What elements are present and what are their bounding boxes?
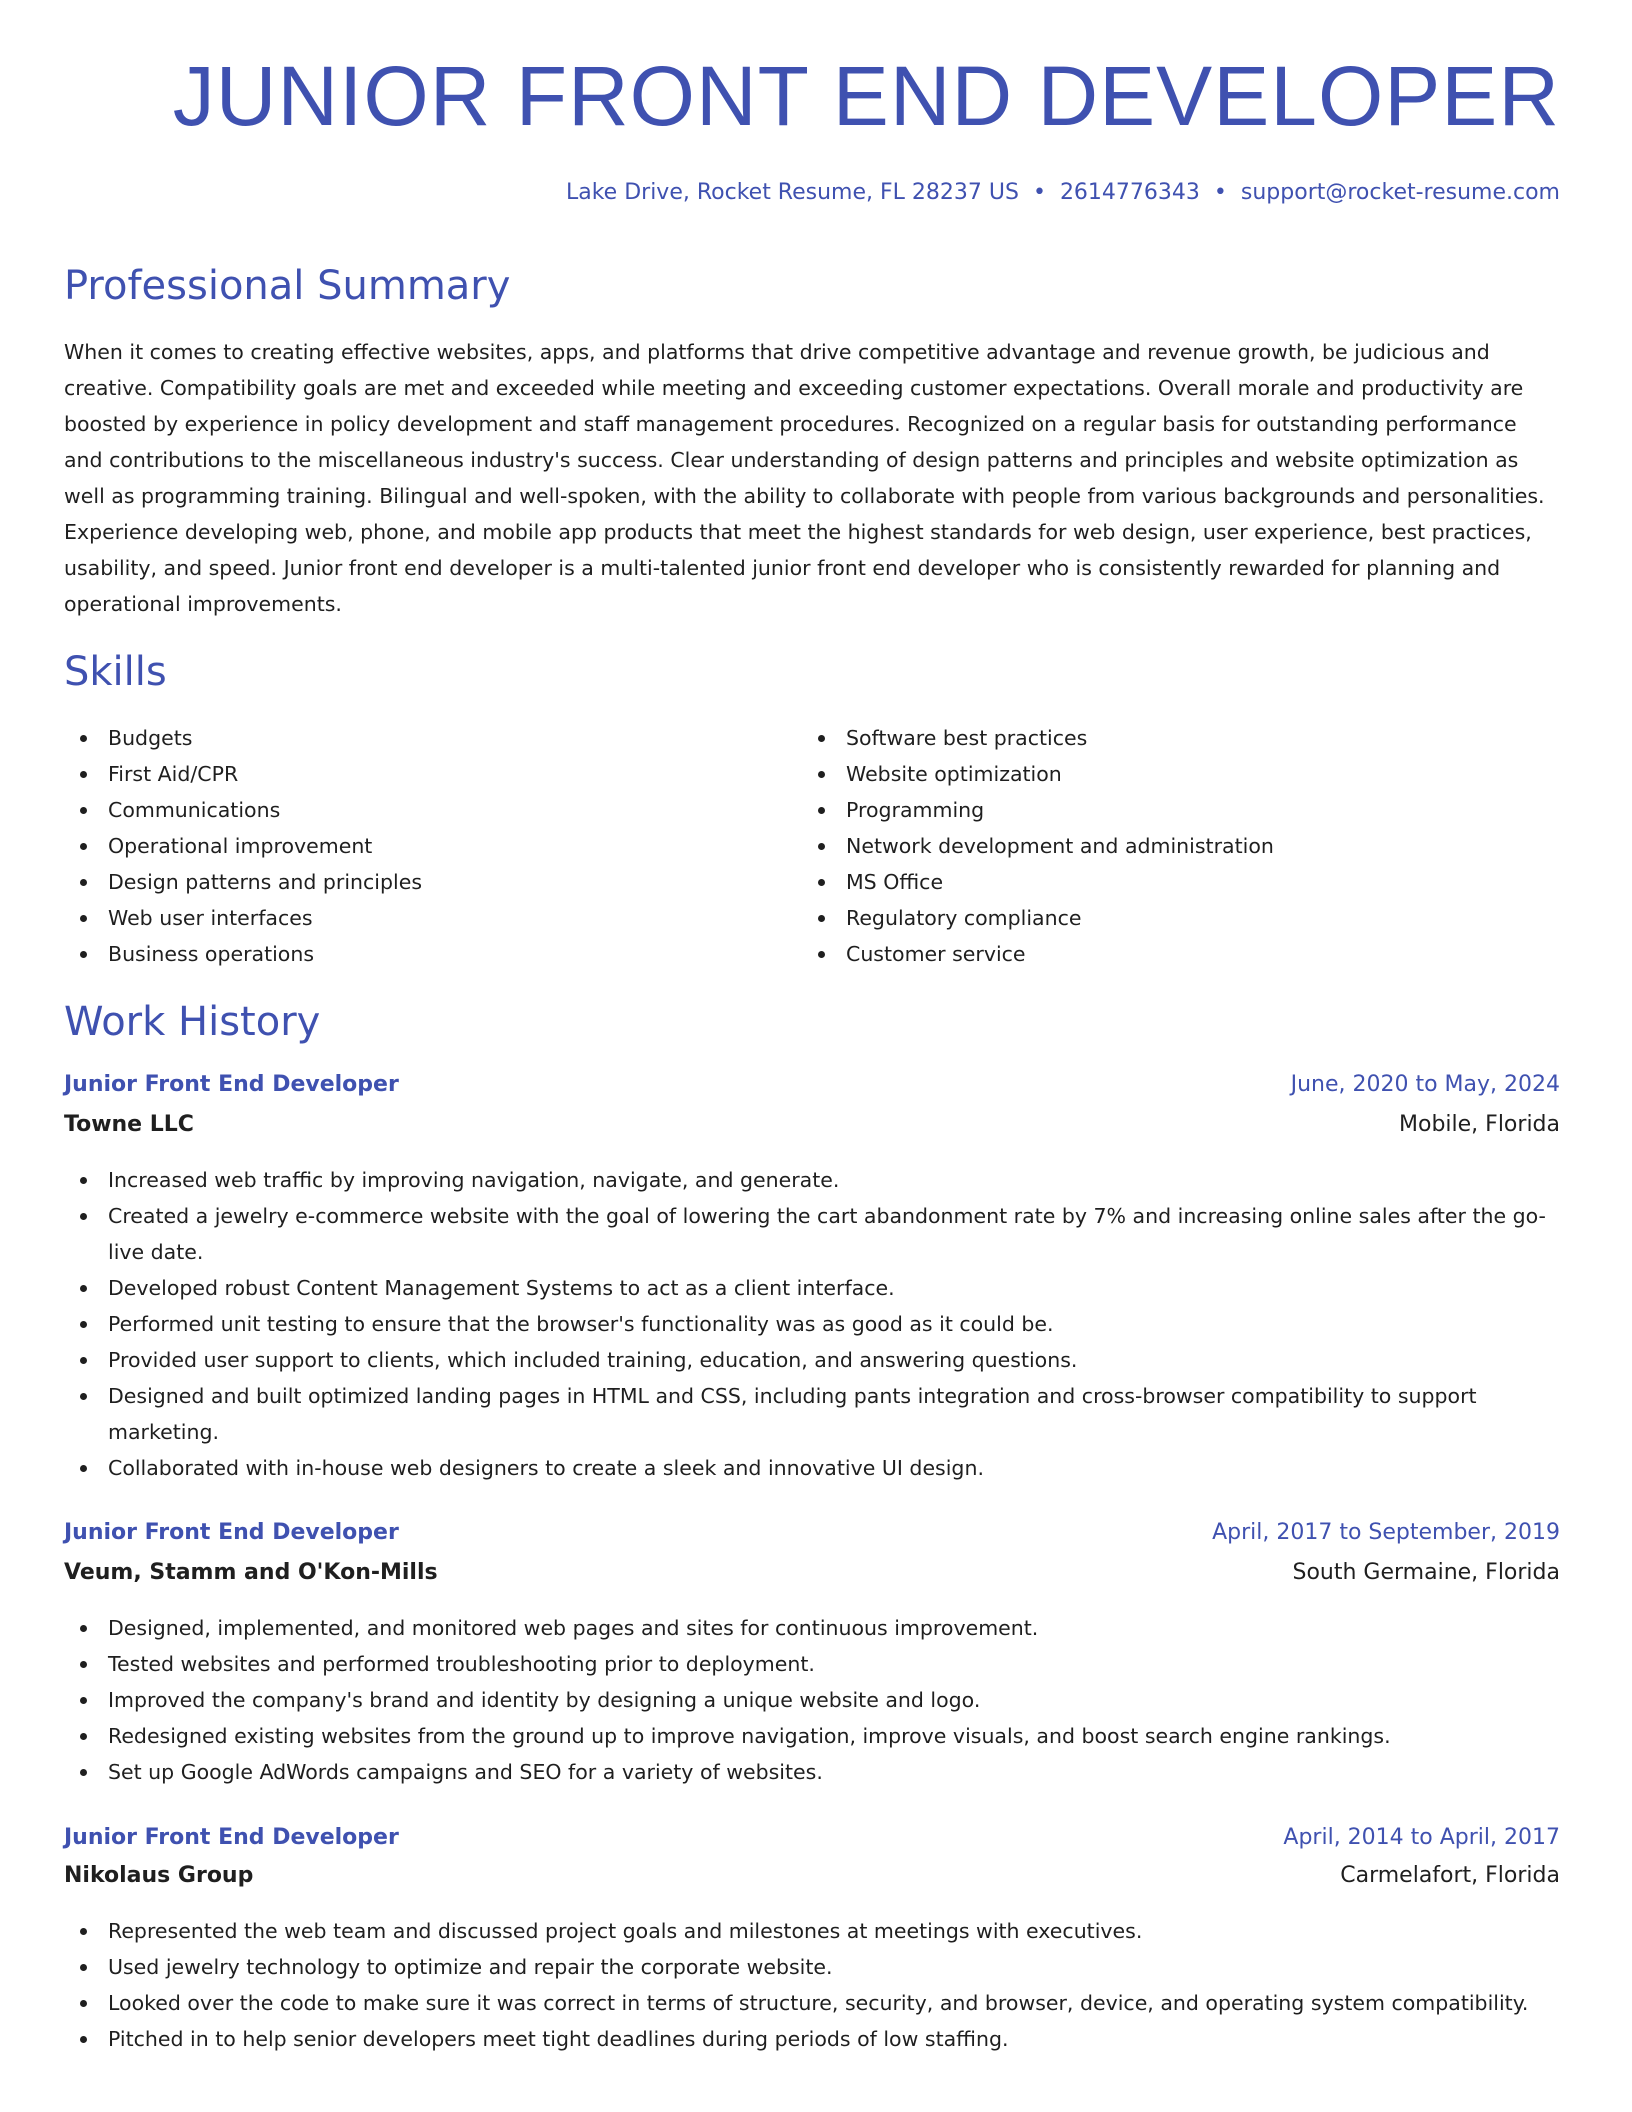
job-bullet: Provided user support to clients, which included training, education, and answering questions.	[64, 1342, 1560, 1378]
contact-line	[566, 180, 1560, 205]
job-title: Junior Front End Developer	[64, 1825, 399, 1850]
job-bullet: Developed robust Content Management Systems to act as a client interface.	[64, 1270, 1560, 1306]
skill-item: Operational improvement	[64, 828, 802, 864]
job-company: Veum, Stamm and O'Kon-Mills	[64, 1560, 438, 1585]
section-title-work-history: Work History	[64, 999, 321, 1045]
contact-separator: •	[1032, 180, 1046, 205]
job-dates: April, 2014 to April, 2017	[1283, 1825, 1560, 1850]
resume-name: JUNIOR FRONT END DEVELOPER	[172, 49, 1560, 143]
job-bullet: Collaborated with in-house web designers to create a sleek and innovative UI design.	[64, 1450, 1560, 1486]
job-subheader	[64, 1112, 1560, 1137]
job-bullet: Tested websites and performed troubleshooting prior to deployment.	[64, 1646, 1560, 1682]
skill-item: Business operations	[64, 936, 802, 972]
job-bullet: Represented the web team and discussed project goals and milestones at meetings with executives.	[64, 1913, 1560, 1949]
job-location: Carmelafort, Florida	[1340, 1863, 1560, 1888]
job-bullet: Used jewelry technology to optimize and repair the corporate website.	[64, 1949, 1560, 1985]
job-subheader	[64, 1560, 1560, 1585]
skill-item: Website optimization	[802, 756, 1540, 792]
skill-item: Programming	[802, 792, 1540, 828]
skills-column-left	[64, 720, 802, 972]
job-bullets	[64, 1610, 1560, 1790]
job-bullets	[64, 1913, 1560, 2057]
skill-item: Web user interfaces	[64, 900, 802, 936]
job-bullet: Pitched in to help senior developers meet tight deadlines during periods of low staffing.	[64, 2021, 1560, 2057]
job-subheader	[64, 1863, 1560, 1888]
summary-text: When it comes to creating effective websites, apps, and platforms that drive competitive advantage and revenue growth, be judicious and creative. Compatibility goals are met and exceeded while meeting and exceeding customer expectations. Overall morale and productivity are boosted by experience in policy development and staff management procedures. Recognized on a regular basis for outstanding performance and contributions to the miscellaneous industry's success. Clear understanding of design patterns and principles and website optimization as well as programming training. Bilingual and well-spoken, with the ability to collaborate with people from various backgrounds and personalities. Experience developing web, phone, and mobile app products that meet the highest standards for web design, user experience, best practices, usability, and speed. Junior front end developer is a multi-talented junior front end developer who is consistently rewarded for planning and operational improvements.	[64, 340, 1545, 616]
job-header	[64, 1825, 1560, 1850]
skill-item: Regulatory compliance	[802, 900, 1540, 936]
job-company: Nikolaus Group	[64, 1863, 254, 1888]
job-bullet: Designed, implemented, and monitored web pages and sites for continuous improvement.	[64, 1610, 1560, 1646]
skill-item: Software best practices	[802, 720, 1540, 756]
contact-email[interactable]: support@rocket-resume.com	[1240, 180, 1560, 205]
job-header	[64, 1072, 1560, 1097]
skill-item: Communications	[64, 792, 802, 828]
skills-column-right	[802, 720, 1540, 972]
skill-item: First Aid/CPR	[64, 756, 802, 792]
job-bullet: Looked over the code to make sure it was correct in terms of structure, security, and browser, device, and operating system compatibility.	[64, 1985, 1560, 2021]
job-header	[64, 1520, 1560, 1545]
job-location: Mobile, Florida	[1399, 1112, 1560, 1137]
job-bullet: Designed and built optimized landing pages in HTML and CSS, including pants integration and cross-browser compatibility to support marketing.	[64, 1378, 1560, 1450]
section-title-skills: Skills	[64, 649, 167, 695]
contact-separator: •	[1213, 180, 1227, 205]
skill-item: Design patterns and principles	[64, 864, 802, 900]
job-dates: June, 2020 to May, 2024	[1290, 1072, 1560, 1097]
job-title: Junior Front End Developer	[64, 1520, 399, 1545]
section-title-summary: Professional Summary	[64, 263, 511, 309]
job-bullets	[64, 1162, 1560, 1486]
job-location: South Germaine, Florida	[1292, 1560, 1560, 1585]
job-bullet: Increased web traffic by improving navigation, navigate, and generate.	[64, 1162, 1560, 1198]
job-bullet: Set up Google AdWords campaigns and SEO for a variety of websites.	[64, 1754, 1560, 1790]
contact-address: Lake Drive, Rocket Resume, FL 28237 US	[565, 180, 1019, 205]
skill-item: Network development and administration	[802, 828, 1540, 864]
job-dates: April, 2017 to September, 2019	[1212, 1520, 1560, 1545]
job-company: Towne LLC	[64, 1112, 194, 1137]
job-bullet: Created a jewelry e-commerce website with the goal of lowering the cart abandonment rate by 7% and increasing online sales after the go-live date.	[64, 1198, 1560, 1270]
skills-list	[64, 720, 1560, 972]
resume-page	[64, 0, 1560, 2112]
contact-phone: 2614776343	[1059, 180, 1200, 205]
job-bullet: Performed unit testing to ensure that the browser's functionality was as good as it could be.	[64, 1306, 1560, 1342]
job-title: Junior Front End Developer	[64, 1072, 399, 1097]
job-bullet: Improved the company's brand and identity by designing a unique website and logo.	[64, 1682, 1560, 1718]
skill-item: MS Office	[802, 864, 1540, 900]
job-bullet: Redesigned existing websites from the ground up to improve navigation, improve visuals, and boost search engine rankings.	[64, 1718, 1560, 1754]
skill-item: Budgets	[64, 720, 802, 756]
skill-item: Customer service	[802, 936, 1540, 972]
